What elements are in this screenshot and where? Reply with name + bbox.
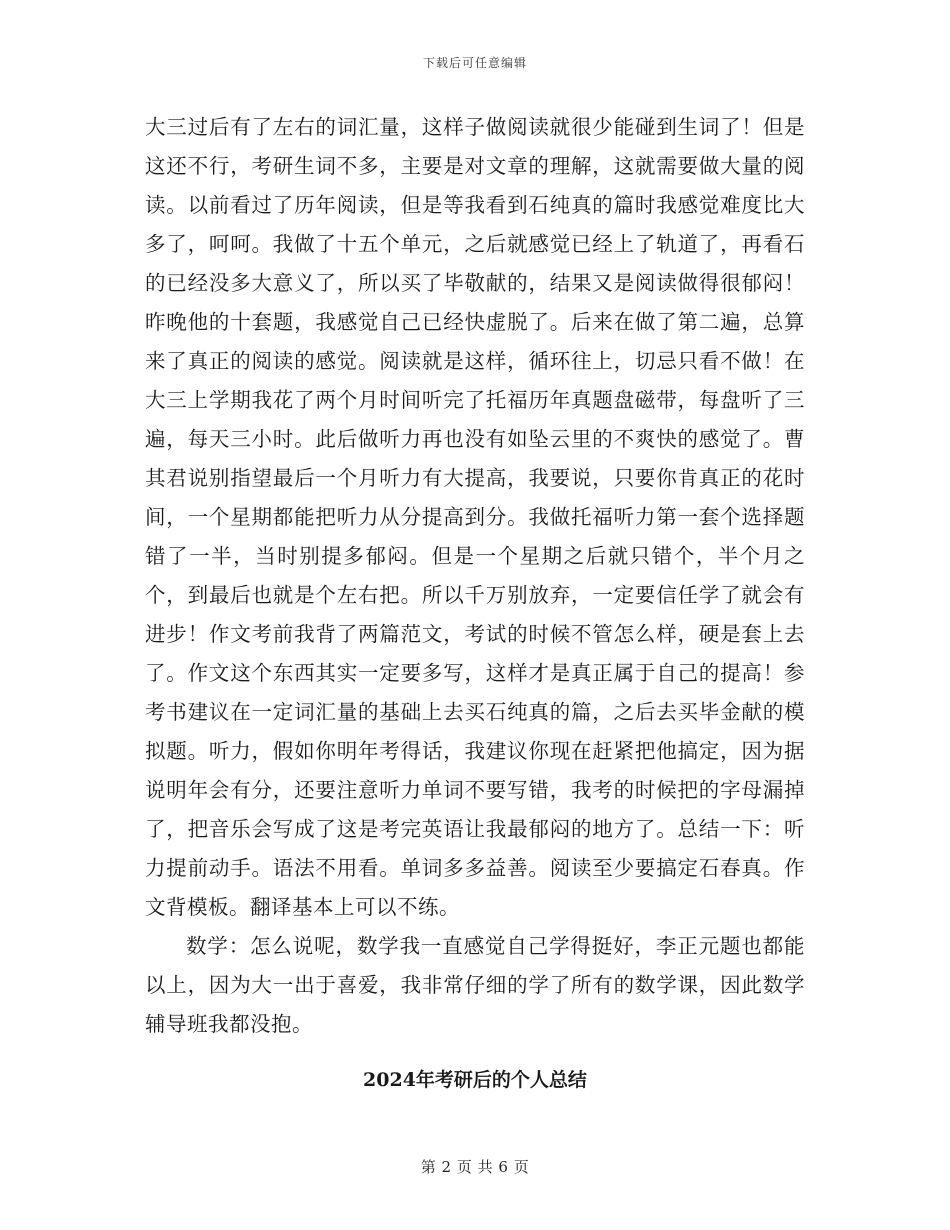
document-body: [145, 108, 805, 1098]
page-header: 下载后可任意编辑: [422, 56, 527, 70]
section-title: 2024年考研后的个人总结: [363, 1069, 587, 1091]
page-footer: 第 2 页 共 6 页: [420, 1158, 530, 1176]
paragraph-english-study: 大三过后有了左右的词汇量，这样子做阅读就很少能碰到生词了！但是这还不行，考研生词不多，主要是对文章的理解，这就需要做大量的阅读。以前看过了历年阅读，但是等我看到石纯真的篇时我感觉难度比大多了，呵呵。我做了十五个单元，之后就感觉已经上了轨道了，再看石的已经没多大意义了，所以买了毕敬献的，结果又是阅读做得很郁闷！昨晚他的十套题，我感觉自己已经快虚脱了。后来在做了第二遍，总算来了真正的阅读的感觉。阅读就是这样，循环往上，切忌只看不做！在大三上学期我花了两个月时间听完了托福历年真题盘磁带，每盘听了三遍，每天三小时。此后做听力再也没有如坠云里的不爽快的感觉了。曹其君说别指望最后一个月听力有大提高，我要说，只要你肯真正的花时间，一个星期都能把听力从分提高到分。我做托福听力第一套个选择题错了一半，当时别提多郁闷。但是一个星期之后就只错个，半个月之个，到最后也就是个左右把。所以千万别放弃，一定要信任学了就会有进步！作文考前我背了两篇范文，考试的时候不管怎么样，硬是套上去了。作文这个东西其实一定要多写，这样才是真正属于自己的提高！参考书建议在一定词汇量的基础上去买石纯真的篇，之后去买毕金献的模拟题。听力，假如你明年考得话，我建议你现在赶紧把他搞定，因为据说明年会有分，还要注意听力单词不要写错，我考的时候把的字母漏掉了，把音乐会写成了这是考完英语让我最郁闷的地方了。总结一下：听力提前动手。语法不用看。单词多多益善。阅读至少要搞定石春真。作文背模板。翻译基本上可以不练。: [145, 115, 805, 919]
paragraph-math-study: 数学：怎么说呢，数学我一直感觉自己学得挺好，李正元题也都能以上，因为大一出于喜爱，我非常仔细的学了所有的数学课，因此数学辅导班我都没抱。: [145, 934, 805, 1036]
